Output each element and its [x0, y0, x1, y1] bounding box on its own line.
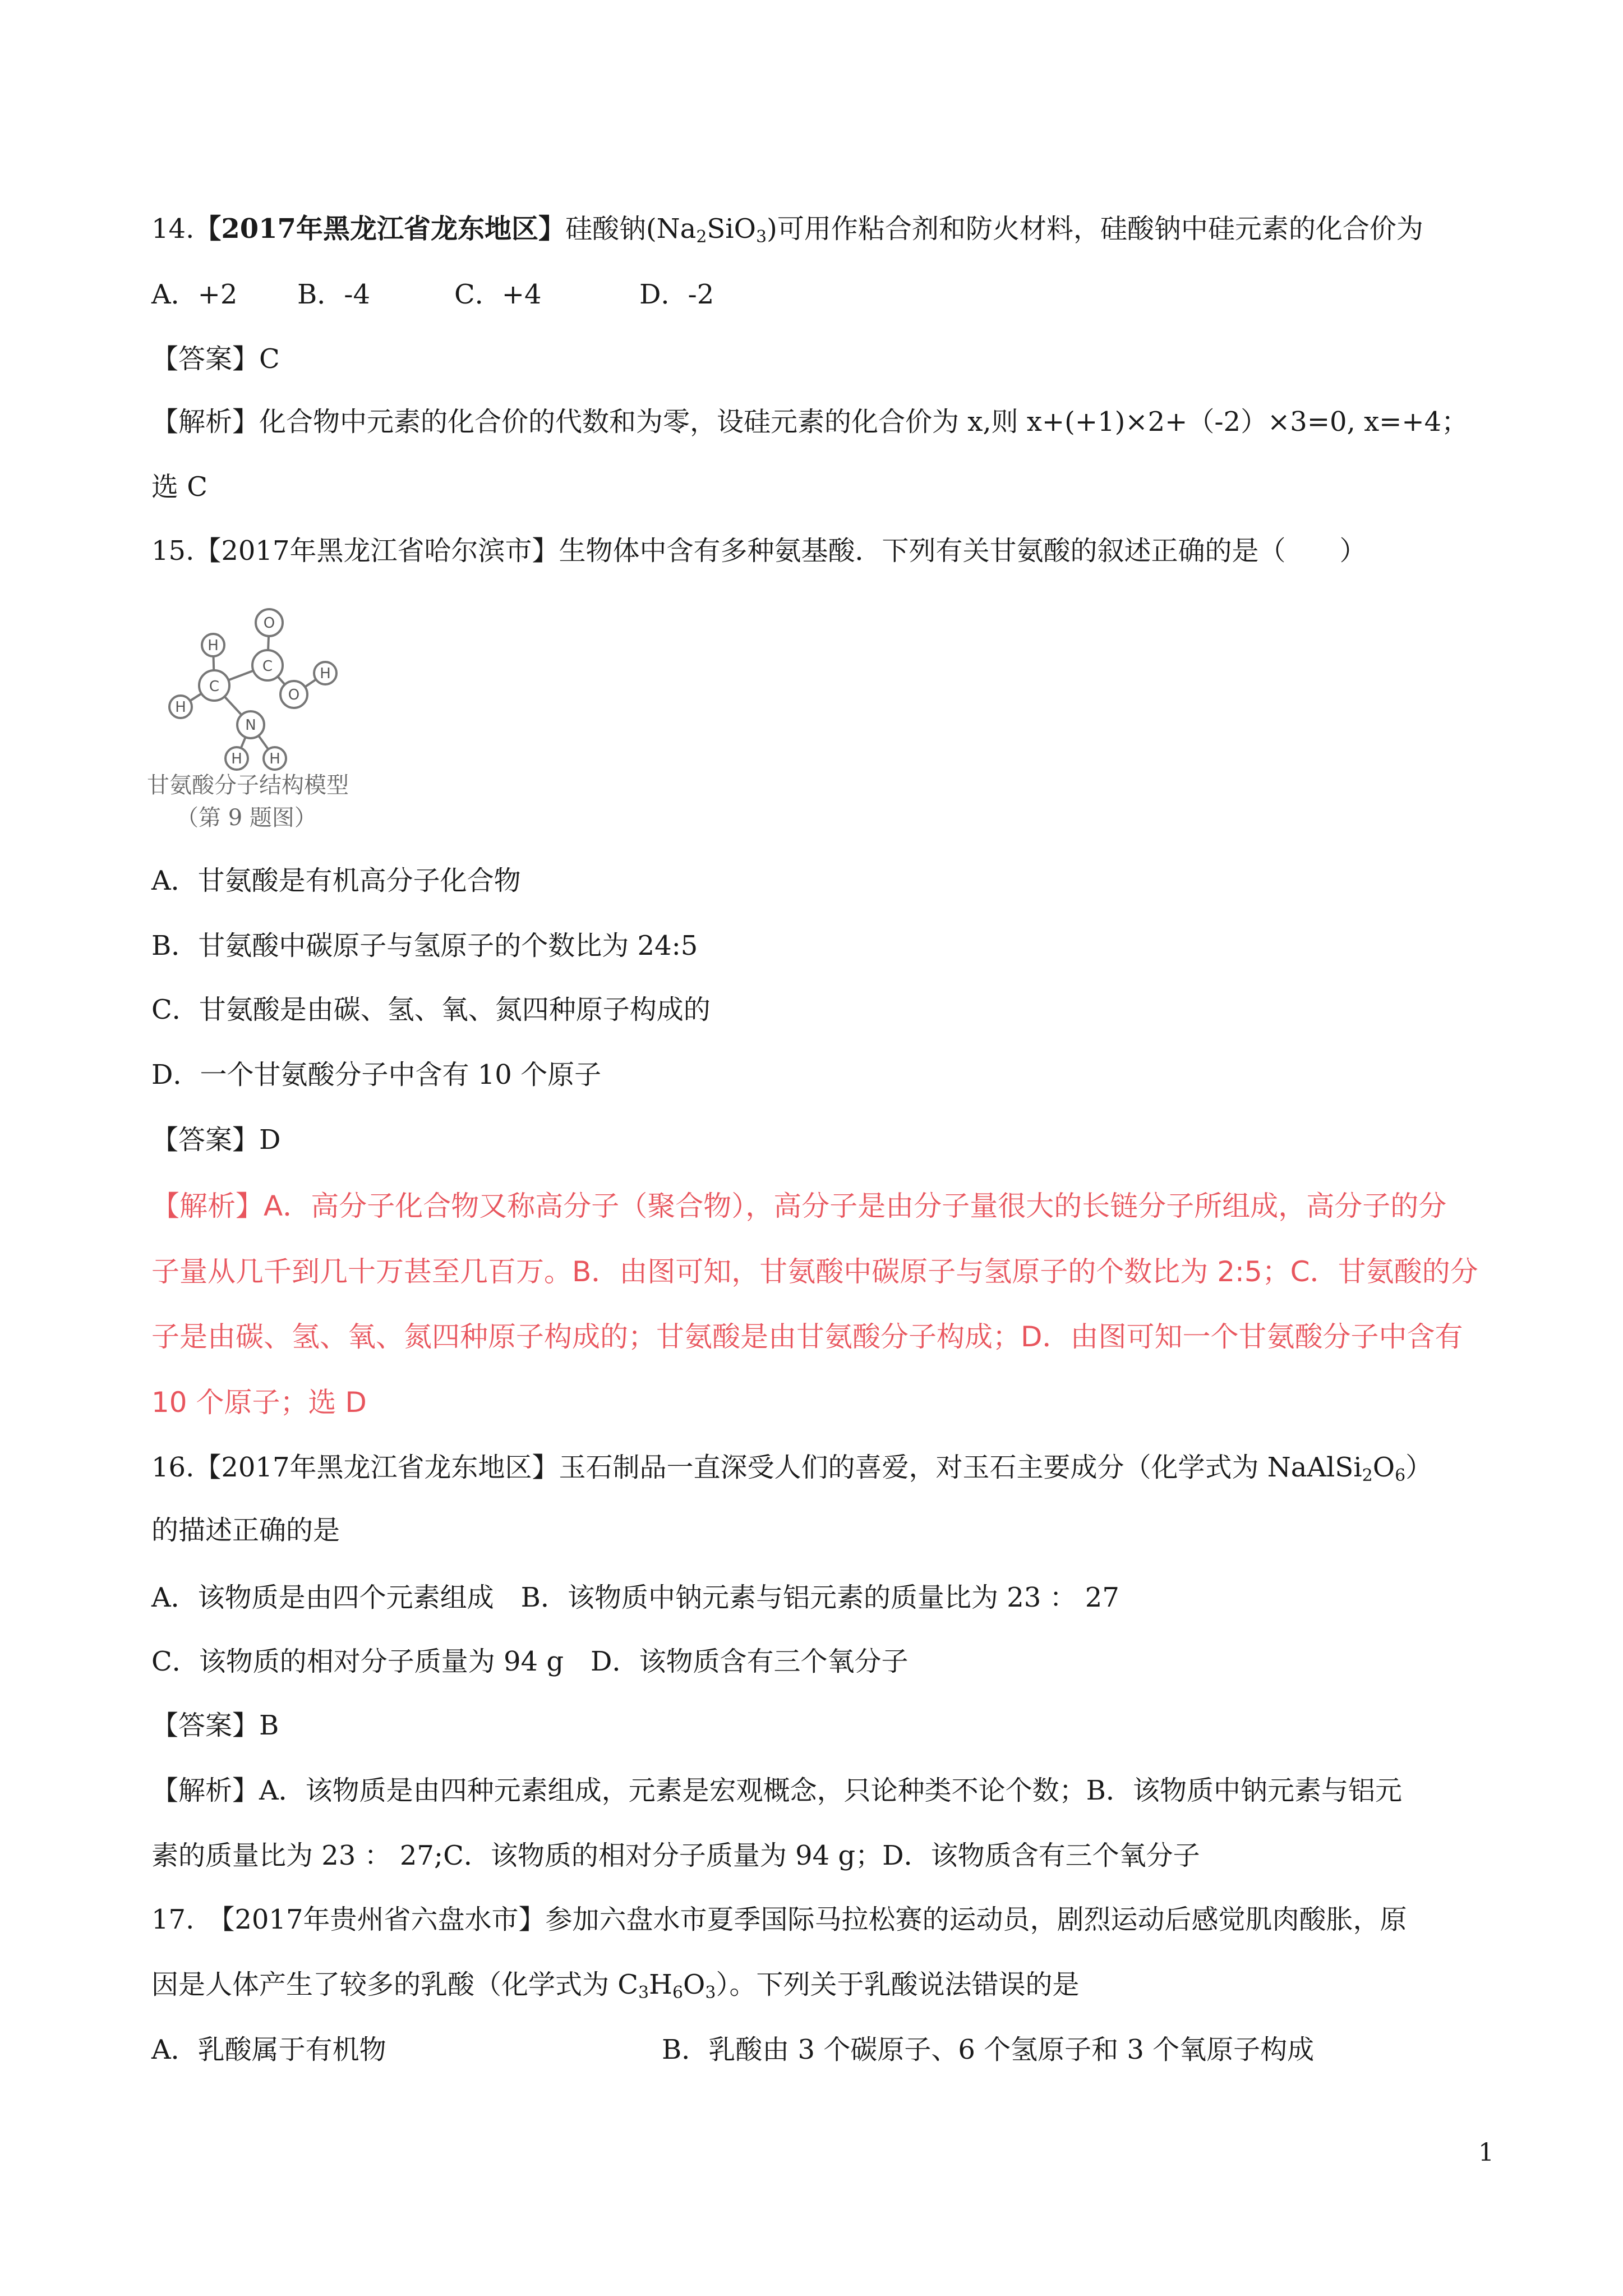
q15-analysis-line3: 子是由碳、氢、氧、氮四种原子构成的；甘氨酸是由甘氨酸分子构成；D．由图可知一个甘氨酸分子中含有	[151, 1320, 1463, 1353]
q17-text: O	[683, 1969, 706, 2000]
q16-options-line2: C．该物质的相对分子质量为 94 g D．该物质含有三个氧分子	[151, 1646, 909, 1677]
figure-caption: 甘氨酸分子结构模型	[147, 772, 349, 798]
q15-analysis-line1: 【解析】A．高分子化合物又称高分子（聚合物），高分子是由分子量很大的长链分子所组成，高分子的分	[151, 1190, 1447, 1222]
q14-option-c: C．+4	[454, 279, 542, 310]
q15-option-b: B．甘氨酸中碳原子与氢原子的个数比为 24:5	[151, 930, 698, 961]
page-number: 1	[1478, 2138, 1494, 2167]
atom-h1: H	[208, 637, 219, 654]
atom-h4: H	[231, 751, 242, 767]
q16-options-line1: A．该物质是由四个元素组成 B．该物质中钠元素与铝元素的质量比为 23 ： 27	[151, 1582, 1119, 1613]
q17-option-a: A．乳酸属于有机物	[151, 2034, 386, 2065]
atom-h3: H	[175, 699, 186, 716]
q15-analysis-line2: 子量从几千到几十万甚至几百万。B．由图可知，甘氨酸中碳原子与氢原子的个数比为 2:5；C．甘氨酸的分	[151, 1255, 1478, 1288]
q16-text: 16.【2017年黑龙江省龙东地区】玉石制品一直深受人们的喜爱，对玉石主要成分（化学式为 NaAlSi	[151, 1452, 1362, 1483]
q14-analysis-line2: 选 C	[151, 471, 208, 503]
q14-sub: 2	[696, 227, 707, 247]
q17-sub: 3	[705, 1983, 716, 2003]
q17-sub: 3	[638, 1983, 649, 2003]
q14-stem	[151, 212, 1423, 246]
q17-options	[151, 2033, 1314, 2067]
q15-option-a: A．甘氨酸是有机高分子化合物	[151, 865, 521, 896]
atom-n: N	[245, 717, 256, 734]
q17-text: ）。下列关于乳酸说法错误的是	[716, 1969, 1080, 2000]
figure-caption-number: （第 9 题图）	[176, 805, 317, 831]
q14-option-a: A．+2	[151, 279, 238, 310]
atom-h5: H	[269, 751, 280, 767]
atom-o2: O	[288, 687, 300, 703]
q14-answer: 【答案】C	[151, 343, 280, 375]
q15-stem: 15.【2017年黑龙江省哈尔滨市】生物体中含有多种氨基酸．下列有关甘氨酸的叙述正确的是（ ）	[151, 535, 1367, 567]
q16-sub: 2	[1362, 1466, 1373, 1485]
atom-o1: O	[263, 615, 275, 632]
q16-stem	[151, 1451, 1432, 1484]
atom-c2: C	[262, 658, 273, 675]
q16-analysis-line1: 【解析】A．该物质是由四种元素组成，元素是宏观概念，只论种类不论个数；B．该物质中钠元素与铝元	[151, 1775, 1402, 1806]
q14-source: 【2017年黑龙江省龙东地区】	[194, 213, 565, 245]
q17-stem-line2	[151, 1968, 1080, 2001]
q14-text: SiO	[707, 213, 756, 245]
atom-h2: H	[320, 665, 331, 682]
q14-text: )可用作粘合剂和防火材料，硅酸钠中硅元素的化合价为	[767, 213, 1423, 245]
q14-option-d: D．-2	[639, 279, 714, 310]
q16-stem-line2: 的描述正确的是	[151, 1515, 340, 1546]
q15-option-c: C．甘氨酸是由碳、氢、氧、氮四种原子构成的	[151, 994, 711, 1025]
q16-text: O	[1372, 1452, 1395, 1483]
q16-sub: 6	[1395, 1466, 1406, 1485]
q15-option-d: D．一个甘氨酸分子中含有 10 个原子	[151, 1059, 602, 1091]
q14-sub: 3	[756, 227, 767, 247]
q16-answer: 【答案】B	[151, 1710, 279, 1741]
q17-stem-line1: 17. 【2017年贵州省六盘水市】参加六盘水市夏季国际马拉松赛的运动员，剧烈运动后感觉肌肉酸胀，原	[151, 1904, 1407, 1935]
q14-options	[151, 278, 714, 311]
q16-text: ）	[1405, 1452, 1433, 1483]
q14-analysis-line1: 【解析】化合物中元素的化合价的代数和为零，设硅元素的化合价为 x,则 x+(+1)×2+（-2）×3=0, x=+4；	[151, 406, 1469, 438]
atom-c1: C	[209, 678, 220, 695]
q15-analysis-line4: 10 个原子；选 D	[151, 1386, 367, 1419]
q17-text: H	[649, 1969, 672, 2000]
q17-sub: 6	[672, 1983, 684, 2003]
glycine-molecule-figure	[147, 600, 382, 847]
q14-option-b: B．-4	[297, 279, 371, 310]
q14-text: 硅酸钠(Na	[565, 213, 697, 245]
q17-text: 因是人体产生了较多的乳酸（化学式为 C	[151, 1969, 638, 2000]
q16-analysis-line2: 素的质量比为 23 ： 27;C．该物质的相对分子质量为 94 g；D．该物质含有三个氧分子	[151, 1840, 1200, 1871]
q15-answer: 【答案】D	[151, 1124, 281, 1156]
q14-number: 14.	[151, 213, 195, 245]
q17-option-b: B．乳酸由 3 个碳原子、6 个氢原子和 3 个氧原子构成	[662, 2034, 1315, 2065]
